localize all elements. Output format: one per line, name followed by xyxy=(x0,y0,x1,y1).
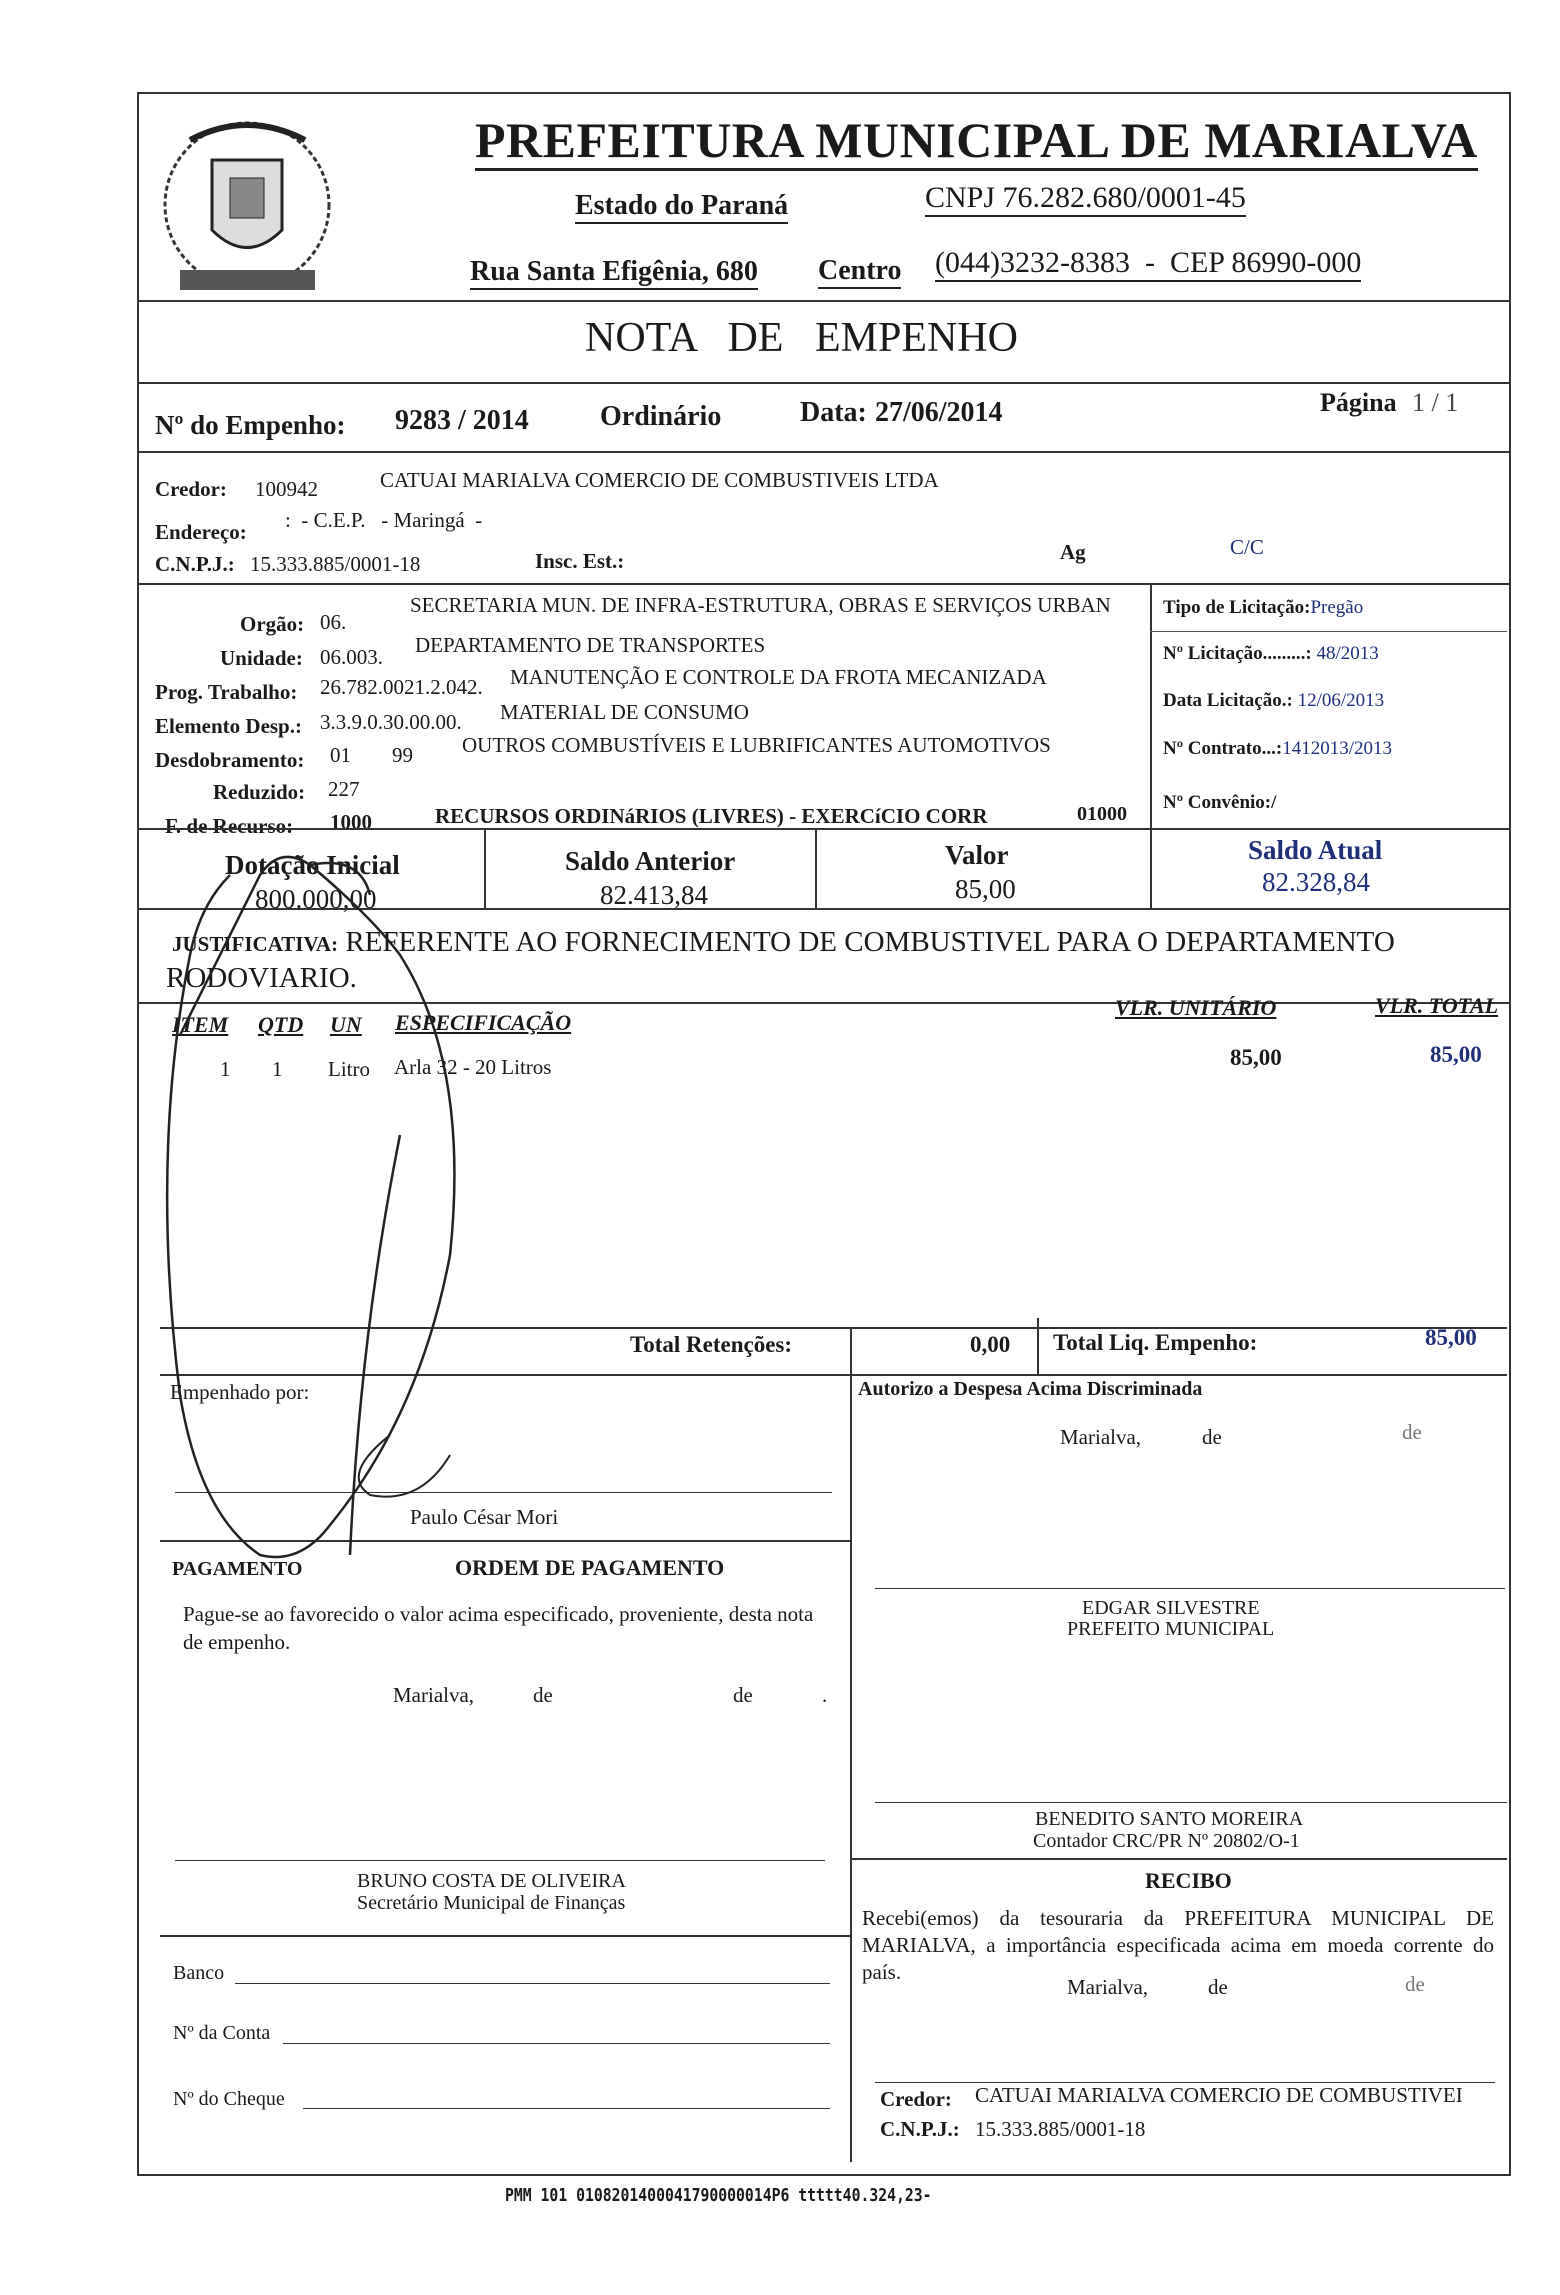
autorizo-de2: de xyxy=(1402,1420,1422,1444)
liquido-label: Total Liq. Empenho: xyxy=(1053,1330,1258,1355)
pagamento-de2: de xyxy=(733,1683,753,1707)
col-unit-header: VLR. UNITÁRIO xyxy=(1115,995,1277,1020)
justificativa: JUSTIFICATIVA: REFERENTE AO FORNECIMENTO DE COMBUSTIVEL PARA O DEPARTAMENTO xyxy=(172,926,1395,958)
recibo-credor-label: Credor: xyxy=(880,2087,952,2111)
col-spec-header: ESPECIFICAÇÃO xyxy=(395,1010,572,1035)
empenhado-name: Paulo César Mori xyxy=(410,1505,559,1529)
date-label: Data: xyxy=(800,397,867,428)
recurso-label: F. de Recurso: xyxy=(165,814,294,838)
recibo-cnpj-label: C.N.P.J.: xyxy=(880,2117,960,2141)
pagamento-text: Pague-se ao favorecido o valor acima especificado, proveniente, desta nota de empenho. xyxy=(183,1602,814,1654)
retencoes-label: Total Retenções: xyxy=(630,1332,793,1357)
cheque-field[interactable] xyxy=(303,2108,830,2109)
pagamento-de1: de xyxy=(533,1683,553,1707)
pagamento-label: PAGAMENTO xyxy=(172,1558,303,1580)
empenho-type: Ordinário xyxy=(600,401,722,432)
data-licitacao-label: Data Licitação.: 12/06/2013 xyxy=(1163,690,1385,711)
document-title: NOTA DE EMPENHO xyxy=(585,315,1018,361)
recibo-title: RECIBO xyxy=(1145,1868,1232,1893)
state-label: Estado do Paraná xyxy=(575,190,788,224)
liquido-value: 85,00 xyxy=(1425,1325,1477,1350)
phone-cep-label: (044)3232-8383 - CEP 86990-000 xyxy=(935,246,1361,282)
credor-cnpj: 15.333.885/0001-18 xyxy=(250,552,421,576)
col-item-header: ITEM xyxy=(172,1012,229,1037)
contrato-label: Nº Contrato...:1412013/2013 xyxy=(1163,738,1392,759)
empenho-number: 9283 / 2014 xyxy=(395,405,529,436)
recurso-name: RECURSOS ORDINáRIOS (LIVRES) - EXERCíCIO CORR xyxy=(435,804,988,828)
recurso-code: 1000 xyxy=(330,810,372,834)
contador-role: Contador CRC/PR Nº 20802/O-1 xyxy=(1033,1830,1300,1852)
saldo-anterior-label: Saldo Anterior xyxy=(565,846,736,876)
orgao-label: Orgão: xyxy=(240,612,305,636)
dotacao-inicial-value: 800.000,00 xyxy=(255,884,377,914)
contador-name: BENEDITO SANTO MOREIRA xyxy=(1035,1808,1304,1830)
recibo-de1: de xyxy=(1208,1975,1228,1999)
desdobramento-name: OUTROS COMBUSTÍVEIS E LUBRIFICANTES AUTOMOTIVOS xyxy=(462,733,1051,757)
saldo-atual-label: Saldo Atual xyxy=(1248,835,1383,865)
secretario-name: BRUNO COSTA DE OLIVEIRA xyxy=(357,1870,626,1892)
saldo-atual-value: 82.328,84 xyxy=(1262,867,1370,897)
unidade-name: DEPARTAMENTO DE TRANSPORTES xyxy=(415,633,766,657)
num-licitacao-label: Nº Licitação.........: 48/2013 xyxy=(1163,643,1379,664)
empenhado-label: Empenhado por: xyxy=(170,1380,310,1404)
credor-name: CATUAI MARIALVA COMERCIO DE COMBUSTIVEIS LTDA xyxy=(380,468,939,492)
reduzido-value: 227 xyxy=(328,777,360,801)
elemento-code: 3.3.9.0.30.00.00. xyxy=(320,710,462,734)
ordem-pagamento-title: ORDEM DE PAGAMENTO xyxy=(455,1555,725,1580)
autorizo-place: Marialva, xyxy=(1060,1425,1142,1449)
credor-cnpj-label: C.N.P.J.: xyxy=(155,552,235,576)
row-spec: Arla 32 - 20 Litros xyxy=(394,1055,552,1079)
prefeito-role: PREFEITO MUNICIPAL xyxy=(1067,1618,1275,1640)
justificativa-line2: RODOVIARIO. xyxy=(166,962,357,994)
retencoes-value: 0,00 xyxy=(970,1332,1011,1357)
handwritten-signature xyxy=(160,835,610,1595)
desdobramento-code: 01 xyxy=(330,743,351,767)
credor-label: Credor: xyxy=(155,477,227,501)
cnpj-label: CNPJ 76.282.680/0001-45 xyxy=(925,181,1246,217)
page-label: Página xyxy=(1320,388,1397,417)
valor-label: Valor xyxy=(945,840,1009,870)
district-label: Centro xyxy=(818,255,901,289)
row-item: 1 xyxy=(220,1057,231,1081)
col-qtd-header: QTD xyxy=(258,1012,304,1037)
convenio-label: Nº Convênio:/ xyxy=(1163,792,1277,813)
recibo-credor: CATUAI MARIALVA COMERCIO DE COMBUSTIVEI xyxy=(975,2083,1463,2107)
autorizo-title: Autorizo a Despesa Acima Discriminada xyxy=(858,1378,1203,1400)
unidade-code: 06.003. xyxy=(320,645,383,669)
prog-name: MANUTENÇÃO E CONTROLE DA FROTA MECANIZADA xyxy=(510,665,1047,689)
banco-label: Banco xyxy=(173,1962,225,1984)
orgao-name: SECRETARIA MUN. DE INFRA-ESTRUTURA, OBRAS E SERVIÇOS URBAN xyxy=(410,593,1111,617)
prog-code: 26.782.0021.2.042. xyxy=(320,675,483,699)
credor-code: 100942 xyxy=(255,477,318,501)
page-number: 1 / 1 xyxy=(1412,388,1459,417)
recibo-place: Marialva, xyxy=(1067,1975,1149,1999)
cc-label: C/C xyxy=(1230,535,1264,559)
elemento-name: MATERIAL DE CONSUMO xyxy=(500,700,749,724)
desdobramento-label: Desdobramento: xyxy=(155,748,305,772)
banco-field[interactable] xyxy=(235,1983,830,1984)
insc-label: Insc. Est.: xyxy=(535,549,625,573)
coat-of-arms-logo xyxy=(150,100,345,320)
unidade-label: Unidade: xyxy=(220,646,303,670)
address-value: : - C.E.P. - Maringá - xyxy=(285,508,483,532)
prefeito-name: EDGAR SILVESTRE xyxy=(1082,1597,1260,1619)
conta-label: Nº da Conta xyxy=(173,2022,271,2044)
dotacao-inicial-label: Dotação Inicial xyxy=(225,850,400,880)
pagamento-place: Marialva, xyxy=(393,1683,475,1707)
empenho-number-label: Nº do Empenho: xyxy=(155,410,346,440)
address-label: Endereço: xyxy=(155,520,247,544)
secretario-role: Secretário Municipal de Finanças xyxy=(357,1892,626,1914)
reduzido-label: Reduzido: xyxy=(213,780,306,804)
footer-code: PMM 101 0108201400041790000014P6 ttttt40.324,23- xyxy=(505,2185,932,2206)
desdobramento-sub: 99 xyxy=(392,743,413,767)
cheque-label: Nº do Cheque xyxy=(173,2088,285,2110)
saldo-anterior-value: 82.413,84 xyxy=(600,880,708,910)
pagamento-dot: . xyxy=(822,1683,828,1707)
street-label: Rua Santa Efigênia, 680 xyxy=(470,256,758,290)
row-qtd: 1 xyxy=(272,1057,283,1081)
col-total-header: VLR. TOTAL xyxy=(1375,993,1499,1018)
tipo-licitacao-label: Tipo de Licitação:Pregão xyxy=(1163,597,1364,618)
row-un: Litro xyxy=(328,1057,370,1081)
row-total: 85,00 xyxy=(1430,1042,1482,1067)
col-un-header: UN xyxy=(330,1012,362,1037)
page-title: PREFEITURA MUNICIPAL DE MARIALVA xyxy=(475,112,1478,171)
autorizo-de1: de xyxy=(1202,1425,1222,1449)
orgao-code: 06. xyxy=(320,610,347,634)
date-value: 27/06/2014 xyxy=(875,397,1003,428)
recurso-num: 01000 xyxy=(1077,803,1127,825)
elemento-label: Elemento Desp.: xyxy=(155,714,302,738)
ag-label: Ag xyxy=(1060,540,1086,564)
conta-field[interactable] xyxy=(283,2043,830,2044)
recibo-cnpj: 15.333.885/0001-18 xyxy=(975,2117,1146,2141)
row-unit: 85,00 xyxy=(1230,1045,1282,1070)
recibo-text: Recebi(emos) da tesouraria da PREFEITURA MUNICIPAL DE MARIALVA, a importância especificada acima em moeda corrente do país. xyxy=(862,1906,1494,1984)
valor-value: 85,00 xyxy=(955,874,1016,904)
prog-label: Prog. Trabalho: xyxy=(155,680,298,704)
recibo-de2: de xyxy=(1405,1972,1425,1996)
